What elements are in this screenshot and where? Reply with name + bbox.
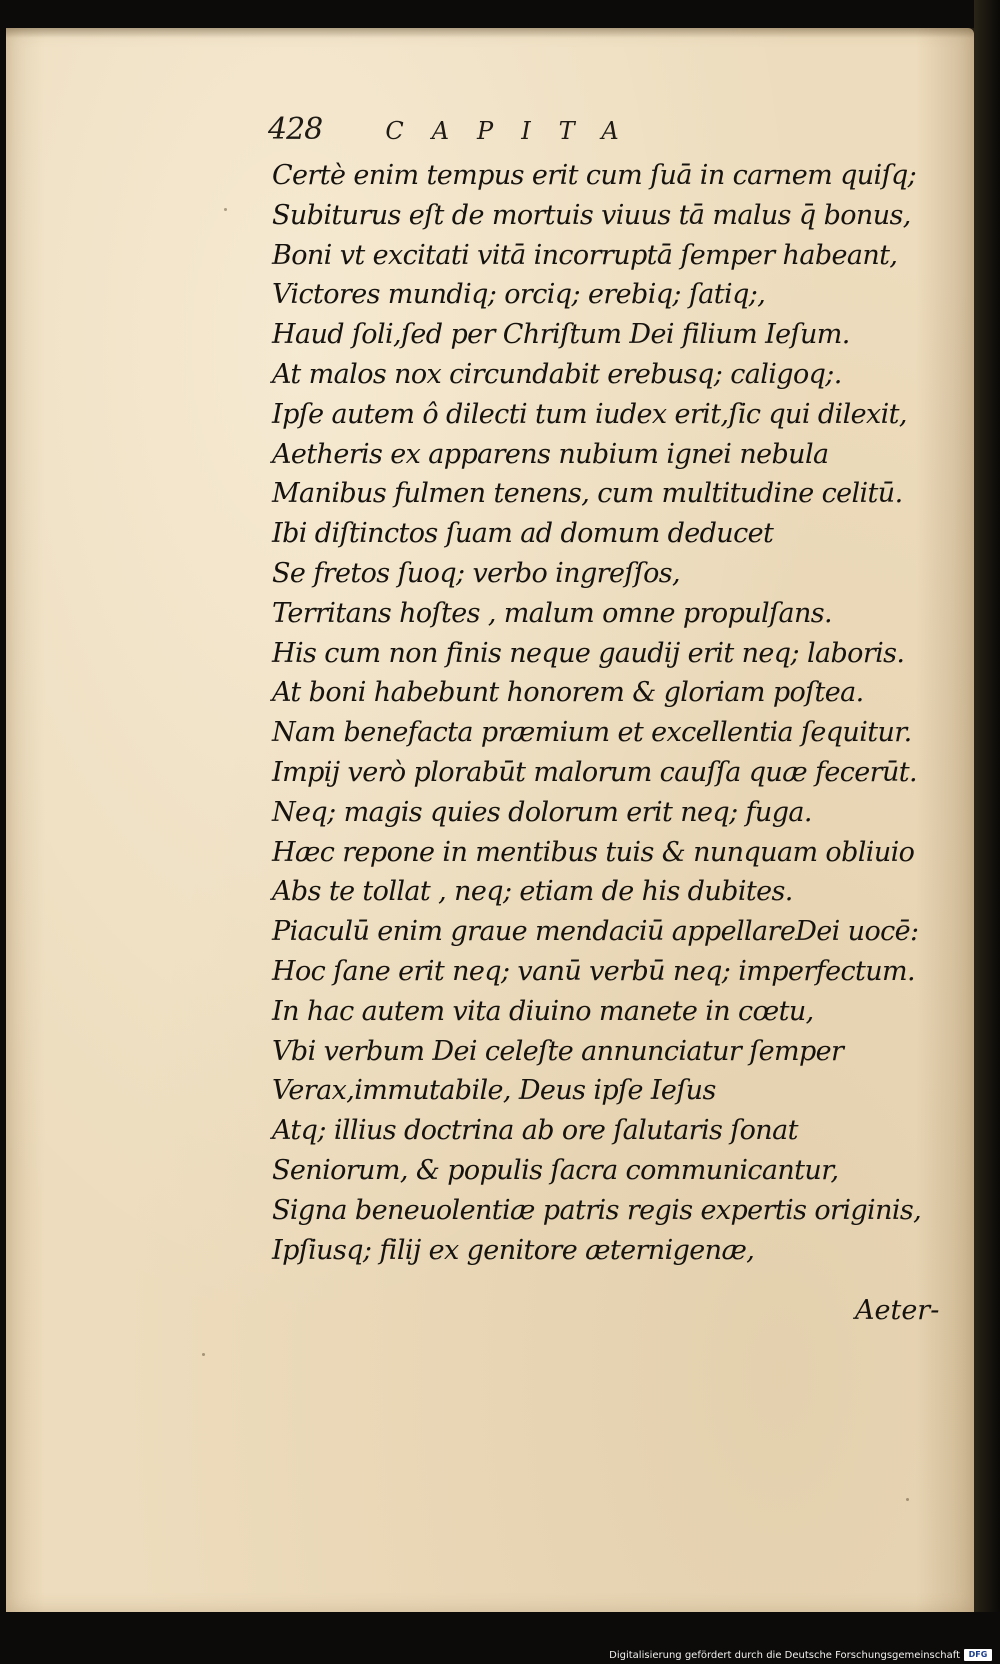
verse-line: Atq; illius doctrina ab ore ſalutaris ſonat [272, 1115, 798, 1147]
verse-line: Victores mundiq; orciq; erebiq; ſatiq;, [272, 279, 766, 311]
catchword: Aeter- [855, 1295, 940, 1326]
running-head [268, 112, 647, 147]
dfg-logo: DFG [964, 1649, 992, 1661]
verse-line: Haud ſoli,ſed per Chriſtum Dei filium Ieſum. [272, 319, 850, 351]
verse-line: Ipſe autem ô dilecti tum iudex erit,ſic qui dilexit, [272, 398, 907, 430]
paper-speck [906, 1498, 909, 1501]
page-number: 428 [268, 112, 323, 147]
verse-line: His cum non finis neque gaudij erit neq; laboris. [272, 637, 905, 669]
verse-line: Se fretos ſuoq; verbo ingreſſos, [272, 557, 681, 589]
verse-line: Abs te tollat , neq; etiam de his dubites. [272, 876, 793, 908]
verse-line: In hac autem vita diuino manete in cœtu, [272, 995, 814, 1027]
footer-credit: Digitalisierung gefördert durch die Deutsche Forschungsgemeinschaft [609, 1650, 960, 1661]
verse-line: Ipſiusq; filij ex genitore æternigenæ, [272, 1234, 755, 1266]
verse-line: Impij verò plorabūt malorum cauſſa quæ fecerūt. [272, 756, 917, 788]
verse-line: Subiturus eſt de mortuis viuus tā malus q̄ bonus, [272, 199, 911, 231]
verse-line: Manibus fulmen tenens, cum multitudine celitū. [272, 478, 903, 510]
verse-line: At malos nox circundabit erebusq; caligoq;. [272, 358, 842, 390]
verse-line: Hæc repone in mentibus tuis & nunquam obliuio [272, 836, 915, 868]
running-title: CAPITA [385, 117, 647, 145]
page-edge-shadow [974, 0, 1000, 1664]
verse-line: Neq; magis quies dolorum erit neq; fuga. [272, 796, 812, 828]
verse-line: Ibi diſtinctos ſuam ad domum deducet [272, 518, 774, 550]
paper-speck [224, 208, 227, 211]
verse-line: Vbi verbum Dei celeſte annunciatur ſemper [272, 1035, 844, 1067]
verse-line: Hoc ſane erit neq; vanū verbū neq; imperfectum. [272, 955, 915, 987]
verse-line: Piaculū enim graue mendaciū appellareDei uocē: [272, 916, 919, 948]
verse-line: Nam benefacta præmium et excellentia ſequitur. [272, 717, 912, 749]
verse-line: At boni habebunt honorem & gloriam poſtea. [272, 677, 864, 709]
verse-line: Territans hoſtes , malum omne propulſans. [272, 597, 832, 629]
paper-speck [202, 1353, 205, 1356]
verse-line: Certè enim tempus erit cum ſuā in carnem quiſq; [272, 160, 917, 191]
verse-line: Verax,immutabile, Deus ipſe Ieſus [272, 1075, 716, 1107]
verse-line: Signa beneuolentiæ patris regis expertis originis, [272, 1194, 922, 1226]
verse-line: Seniorum, & populis ſacra communicantur, [272, 1154, 839, 1186]
verse-line: Boni vt excitati vitā incorruptā ſemper habeant, [272, 239, 898, 271]
verse-line: Aetheris ex apparens nubium ignei nebula [272, 438, 829, 470]
page-top-shadow [6, 28, 974, 38]
verse-text-block [272, 156, 972, 1270]
